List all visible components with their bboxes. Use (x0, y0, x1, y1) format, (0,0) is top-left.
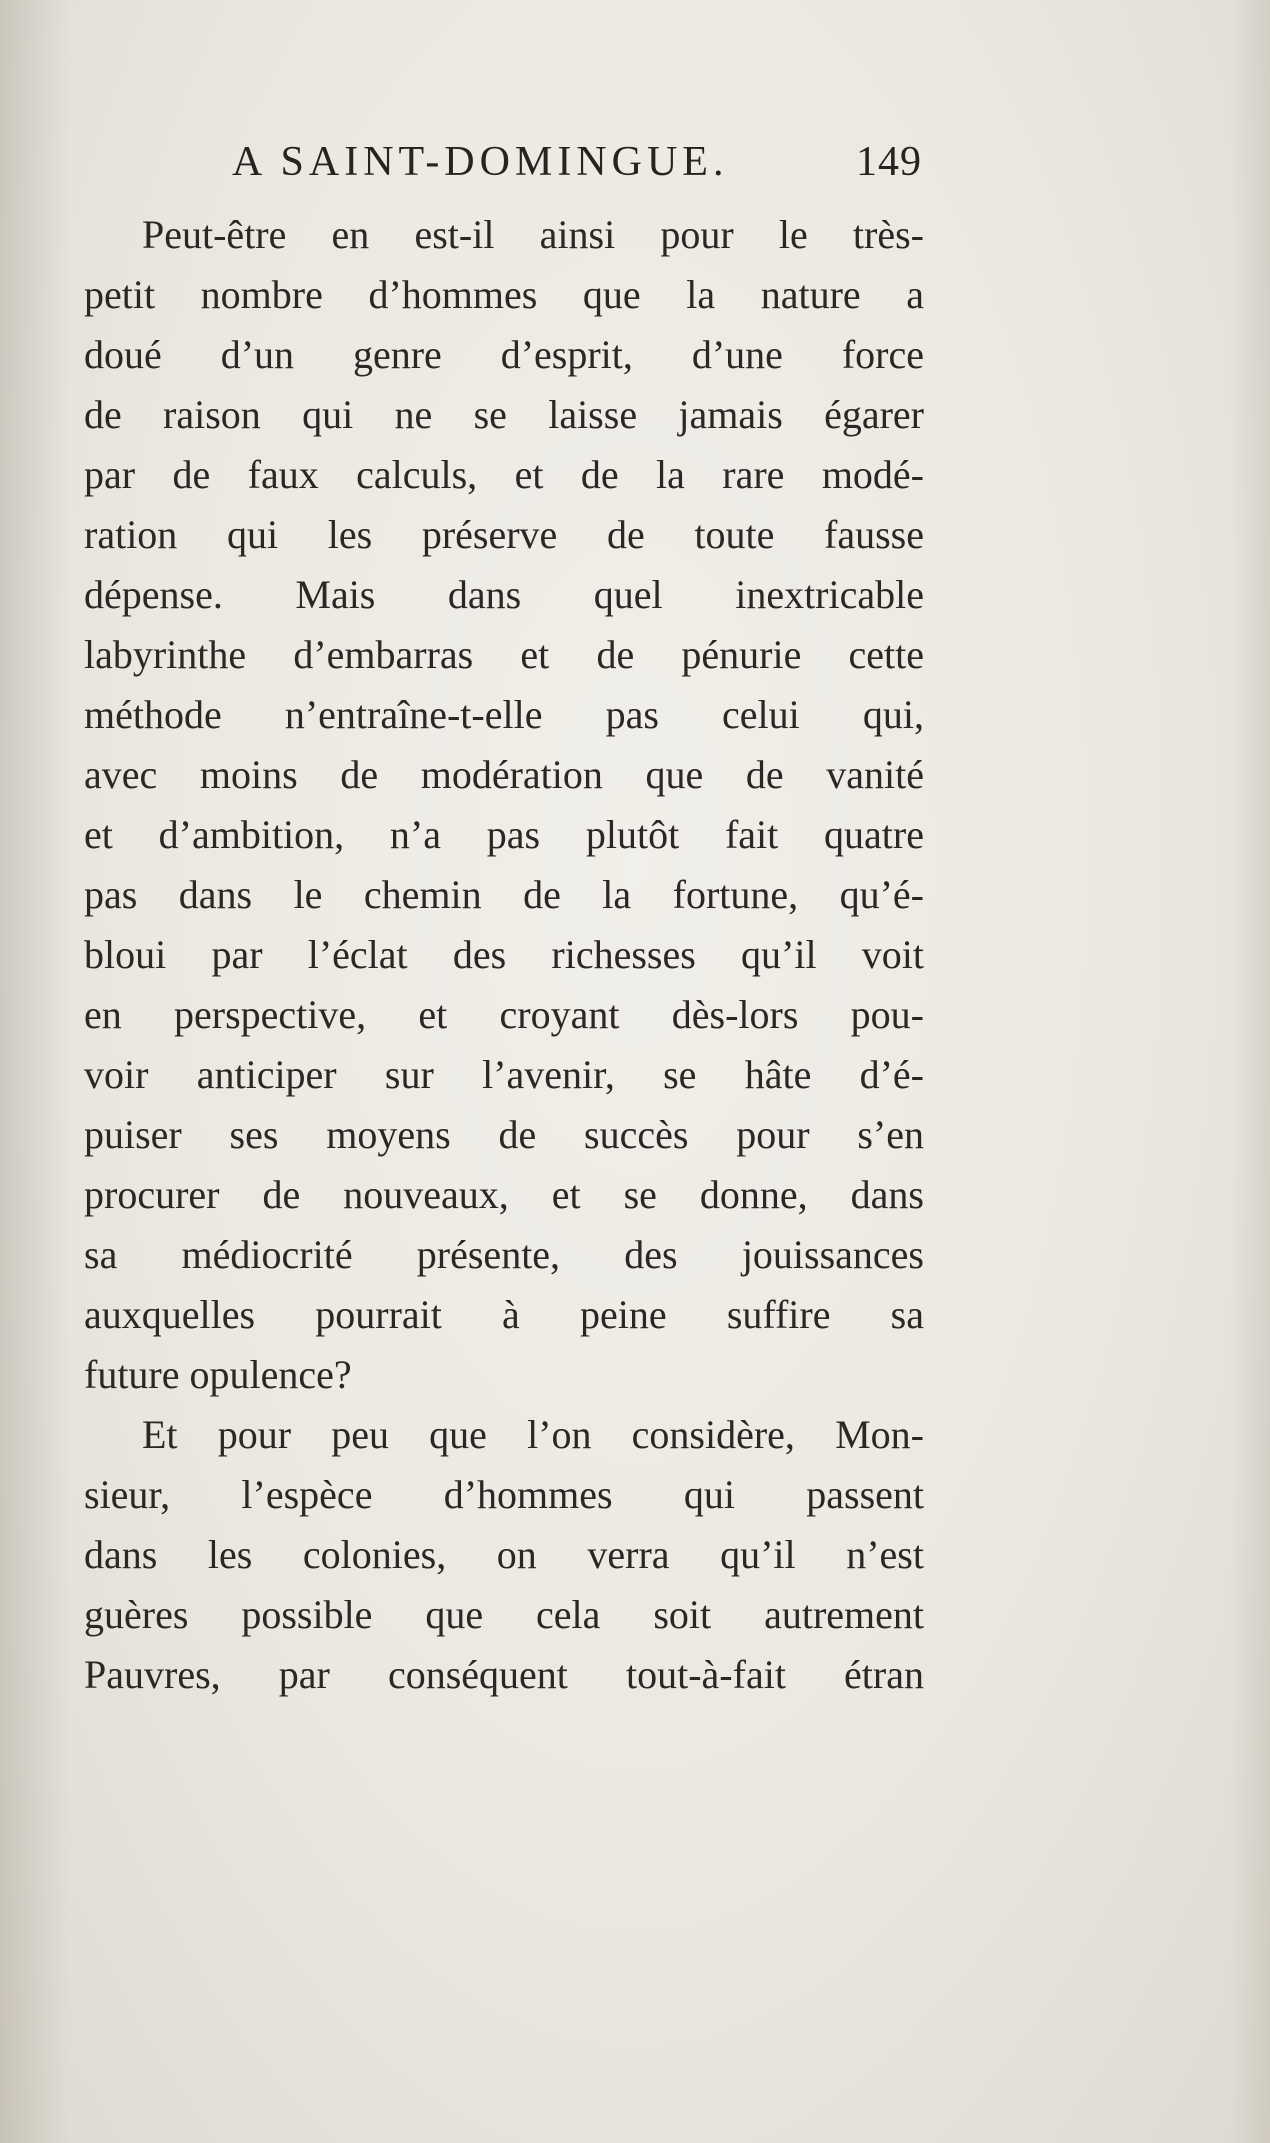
text-line: pas dans le chemin de la fortune, qu’é- (84, 872, 924, 917)
text-line: de raison qui ne se laisse jamais égarer (84, 392, 924, 437)
text-line: labyrinthe d’embarras et de pénurie cette (84, 632, 924, 677)
page-number: 149 (856, 139, 922, 185)
text-line: avec moins de modération que de vanité (84, 752, 924, 797)
text-line: sieur, l’espèce d’hommes qui passent (84, 1472, 924, 1517)
text-line: bloui par l’éclat des richesses qu’il voit (84, 932, 924, 977)
text-line: future opulence? (84, 1352, 352, 1397)
text-line: ration qui les préserve de toute fausse (84, 512, 924, 557)
text-line: méthode n’entraîne-t-elle pas celui qui, (84, 692, 924, 737)
text-line: petit nombre d’hommes que la nature a (84, 272, 924, 317)
text-line: par de faux calculs, et de la rare modé- (84, 452, 924, 497)
text-line: dépense. Mais dans quel inextricable (84, 572, 924, 617)
page-header (232, 138, 922, 198)
text-line: Peut-être en est-il ainsi pour le très- (142, 212, 924, 257)
text-line: Et pour peu que l’on considère, Mon- (142, 1412, 924, 1457)
text-line: procurer de nouveaux, et se donne, dans (84, 1172, 924, 1217)
text-line: dans les colonies, on verra qu’il n’est (84, 1532, 924, 1577)
text-line: Pauvres, par conséquent tout-à-fait étran (84, 1652, 924, 1697)
text-line: sa médiocrité présente, des jouissances (84, 1232, 924, 1277)
text-line: et d’ambition, n’a pas plutôt fait quatre (84, 812, 924, 857)
text-line: doué d’un genre d’esprit, d’une force (84, 332, 924, 377)
text-line: guères possible que cela soit autrement (84, 1592, 924, 1637)
text-line: auxquelles pourrait à peine suffire sa (84, 1292, 924, 1337)
running-head: A SAINT-DOMINGUE. (232, 139, 729, 185)
text-line: en perspective, et croyant dès-lors pou- (84, 992, 924, 1037)
body-text (84, 205, 924, 1725)
text-line: voir anticiper sur l’avenir, se hâte d’é- (84, 1052, 924, 1097)
text-line: puiser ses moyens de succès pour s’en (84, 1112, 924, 1157)
